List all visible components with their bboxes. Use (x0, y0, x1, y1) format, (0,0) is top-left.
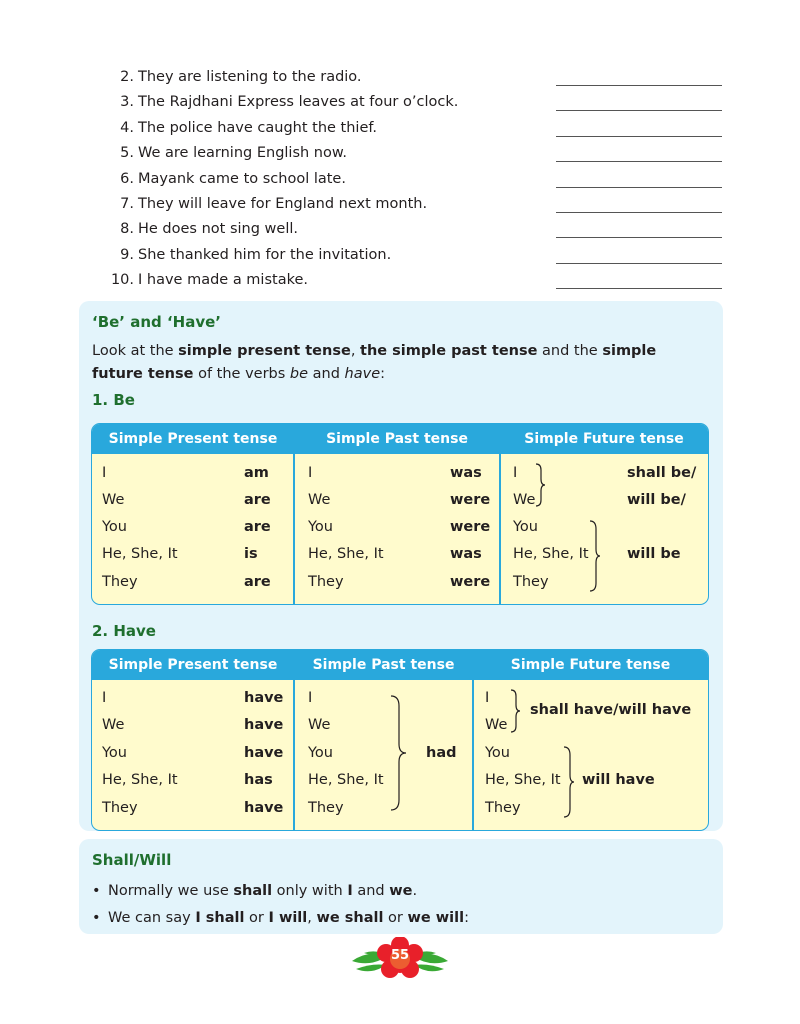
subject-cell: They (308, 800, 344, 816)
have-heading: 2. Have (92, 622, 156, 640)
bullet-text: or (383, 910, 408, 926)
answer-line[interactable] (556, 237, 722, 238)
bullet-bold: I (347, 883, 353, 899)
subject-cell: They (485, 800, 521, 816)
column-divider (472, 650, 474, 830)
intro-text: and (308, 366, 345, 382)
table-header (92, 424, 708, 454)
answer-line[interactable] (556, 263, 722, 264)
intro-paragraph (92, 340, 702, 386)
list-item (0, 117, 800, 142)
subject-cell: I (513, 465, 518, 481)
subject-cell: We (513, 492, 536, 508)
intro-text: , (350, 343, 361, 359)
intro-italic: be (289, 366, 309, 382)
bullet-icon: • (92, 883, 101, 899)
verb-cell: had (426, 745, 457, 761)
subject-cell: We (308, 492, 331, 508)
item-number: 3. (120, 94, 134, 111)
subject-cell: You (513, 519, 538, 535)
verb-cell: was (450, 546, 482, 562)
intro-italic: have (344, 366, 381, 382)
verb-cell: have (244, 690, 284, 706)
verb-cell: have (244, 717, 284, 733)
bullet-text: only with (272, 883, 348, 899)
answer-line[interactable] (556, 136, 722, 137)
verb-cell: is (244, 546, 258, 562)
item-sentence: He does not sing well. (138, 221, 298, 238)
answer-line[interactable] (556, 187, 722, 188)
exercise-list (0, 66, 800, 295)
verb-cell: has (244, 772, 273, 788)
right-brace-icon (534, 462, 546, 508)
subject-cell: I (485, 690, 490, 706)
bullet-bold: we will (407, 910, 465, 926)
item-number: 10. (110, 272, 134, 289)
subject-cell: We (102, 717, 125, 733)
item-number: 8. (120, 221, 134, 238)
item-sentence: Mayank came to school late. (138, 170, 346, 187)
subject-cell: They (102, 574, 138, 590)
bullet-bold: shall (233, 883, 273, 899)
col-header-future: Simple Future tense (510, 657, 671, 673)
subject-cell: We (308, 717, 331, 733)
verb-cell: will be/ (627, 492, 686, 508)
subject-cell: He, She, It (308, 772, 384, 788)
have-table (91, 649, 709, 831)
table-header (92, 650, 708, 680)
item-number: 4. (120, 119, 134, 136)
item-number: 5. (120, 145, 134, 162)
item-sentence: She thanked him for the invitation. (138, 246, 392, 263)
verb-cell: am (244, 465, 269, 481)
col-header-past: Simple Past tense (312, 657, 455, 673)
intro-bold: the simple past tense (360, 343, 538, 359)
list-item (0, 142, 800, 167)
item-sentence: We are learning English now. (138, 145, 348, 162)
bullet-bold: I will (268, 910, 308, 926)
answer-line[interactable] (556, 110, 722, 111)
section-title-shall-will: Shall/Will (92, 851, 172, 869)
list-item (0, 193, 800, 218)
verb-cell: are (244, 574, 271, 590)
subject-cell: He, She, It (102, 772, 178, 788)
bullet-text: and (352, 883, 390, 899)
verb-cell: are (244, 492, 271, 508)
col-header-past: Simple Past tense (326, 431, 468, 447)
verb-cell: shall have/will have (530, 702, 692, 718)
verb-cell: shall be/ (627, 465, 697, 481)
answer-line[interactable] (556, 161, 722, 162)
list-item (0, 218, 800, 243)
right-brace-icon (588, 519, 602, 593)
subject-cell: They (102, 800, 138, 816)
verb-cell: will have (582, 772, 655, 788)
subject-cell: They (308, 574, 344, 590)
list-item (0, 66, 800, 91)
item-sentence: The police have caught the thief. (138, 119, 378, 136)
bullet-text: . (412, 883, 418, 899)
verb-cell: will be (627, 546, 681, 562)
verb-cell: were (450, 574, 491, 590)
intro-bold: simple present tense (178, 343, 351, 359)
subject-cell: We (485, 717, 508, 733)
right-brace-icon (389, 694, 409, 812)
bullet-item (92, 883, 417, 899)
subject-cell: He, She, It (308, 546, 384, 562)
item-number: 7. (120, 195, 134, 212)
bullet-text: or (244, 910, 269, 926)
column-divider (293, 424, 295, 604)
column-divider (293, 650, 295, 830)
bullet-text: Normally we use (108, 883, 234, 899)
be-table (91, 423, 709, 605)
bullet-bold: we (389, 883, 413, 899)
answer-line[interactable] (556, 288, 722, 289)
col-header-present: Simple Present tense (108, 431, 278, 447)
item-sentence: They will leave for England next month. (138, 195, 428, 212)
verb-cell: have (244, 745, 284, 761)
bullet-text: , (307, 910, 317, 926)
bullet-bold: we shall (316, 910, 384, 926)
right-brace-icon (509, 688, 521, 734)
bullet-icon: • (92, 910, 101, 926)
verb-cell: were (450, 492, 491, 508)
subject-cell: He, She, It (513, 546, 589, 562)
bullet-bold: I shall (195, 910, 245, 926)
subject-cell: You (102, 519, 127, 535)
bullet-text: We can say (108, 910, 196, 926)
subject-cell: I (308, 690, 313, 706)
subject-cell: I (102, 465, 107, 481)
subject-cell: You (102, 745, 127, 761)
intro-text: : (380, 366, 386, 382)
list-item (0, 269, 800, 294)
subject-cell: You (485, 745, 510, 761)
item-number: 2. (120, 69, 134, 85)
subject-cell: You (308, 745, 333, 761)
verb-cell: are (244, 519, 271, 535)
intro-text: and the (537, 343, 603, 359)
subject-cell: You (308, 519, 333, 535)
be-heading: 1. Be (92, 391, 135, 409)
bullet-item (92, 910, 469, 926)
item-sentence: They are listening to the radio. (138, 69, 362, 85)
col-header-present: Simple Present tense (108, 657, 278, 673)
page-number: 55 (390, 948, 410, 963)
answer-line[interactable] (556, 212, 722, 213)
item-number: 9. (120, 246, 134, 263)
list-item (0, 244, 800, 269)
list-item (0, 91, 800, 116)
verb-cell: were (450, 519, 491, 535)
subject-cell: He, She, It (485, 772, 561, 788)
answer-line[interactable] (556, 85, 722, 86)
subject-cell: He, She, It (102, 546, 178, 562)
intro-text: Look at the (92, 343, 179, 359)
item-number: 6. (120, 170, 134, 187)
item-sentence: I have made a mistake. (138, 272, 308, 289)
bullet-text: : (464, 910, 469, 926)
col-header-future: Simple Future tense (524, 431, 684, 447)
verb-cell: have (244, 800, 284, 816)
list-item (0, 168, 800, 193)
verb-cell: was (450, 465, 482, 481)
subject-cell: They (513, 574, 549, 590)
intro-text: of the verbs (193, 366, 290, 382)
subject-cell: We (102, 492, 125, 508)
intro-bold: simple future tense (92, 343, 657, 382)
section-title-be-have: ‘Be’ and ‘Have’ (92, 313, 222, 331)
item-sentence: The Rajdhani Express leaves at four o’clock. (138, 94, 459, 111)
column-divider (499, 424, 501, 604)
subject-cell: I (308, 465, 313, 481)
subject-cell: I (102, 690, 107, 706)
right-brace-icon (562, 745, 576, 819)
